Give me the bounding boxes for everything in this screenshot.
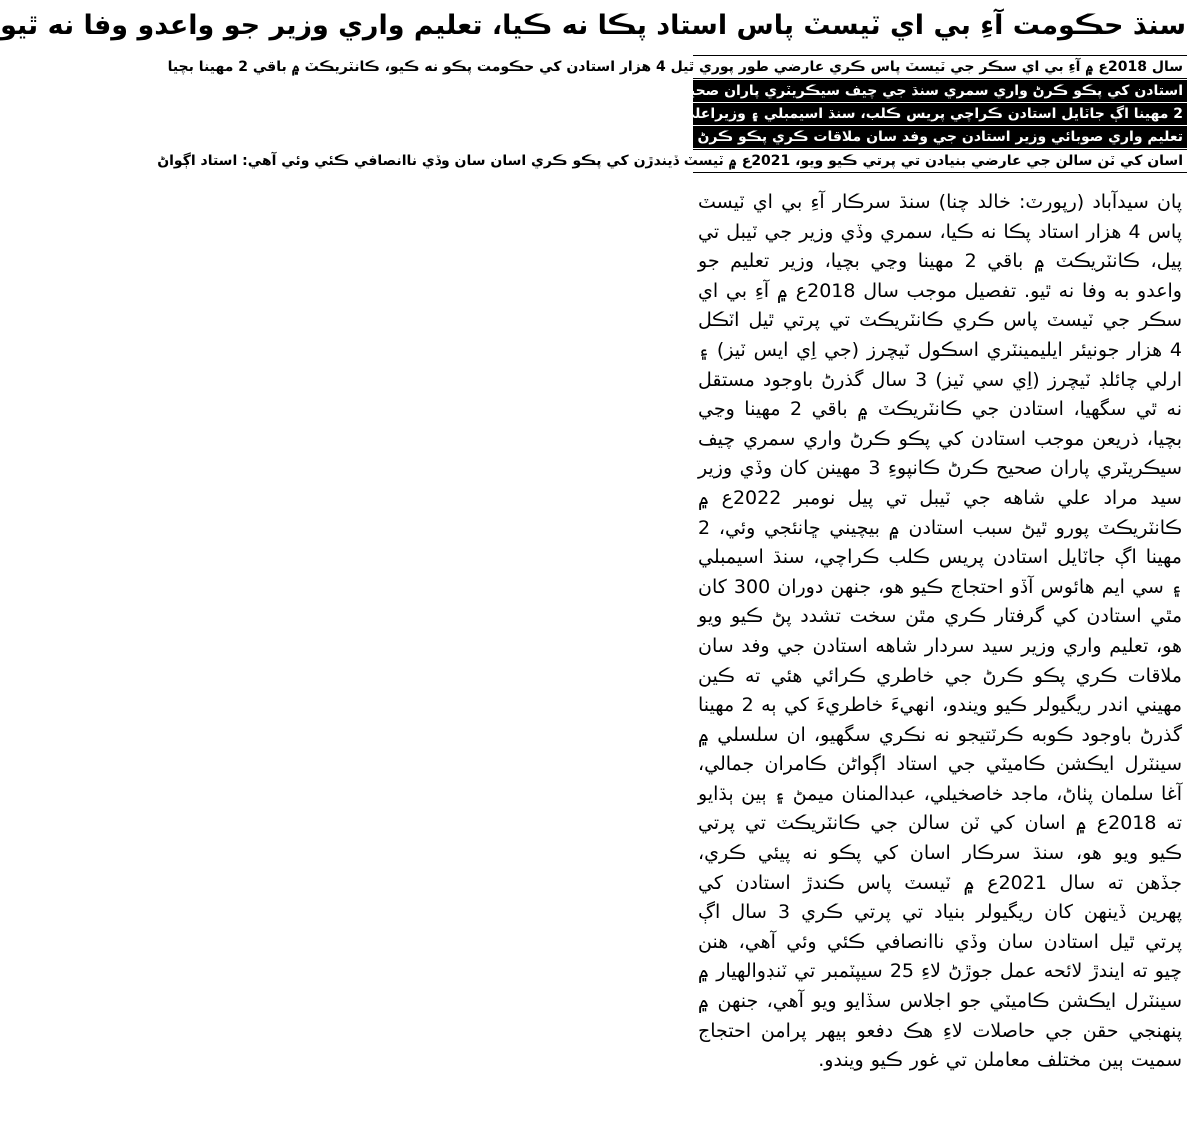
subheadline-2: استادن کي پڪو ڪرڻ واري سمري سنڌ جي چيف سيڪريٽري پاران صحيح ڪرڻ ڪانپوءِ 3 مهينن کان وڏي وزير جي ٽيبل تي موجود — [693, 80, 1187, 102]
subheadline-5: اسان کي ٽن سالن جي عارضي بنيادن تي پرتي ڪيو ويو، 2021ع ۾ ٽيسٽ ڏيندڙن کي پڪو ڪري اسان سان وڏي ناانصافي ڪئي وئي آهي: استاد اڳواڻ — [693, 149, 1187, 173]
subheadline-3: 2 مهينا اڳ جاٽايل استادن ڪراچي پريس ڪلب، سنڌ اسيمبلي ۽ وزيراعليٰ هائوس آڏو احتجاج ڪيو، 300 کان مٿي استادن کي گرفتار ڪري مٿن تشدد ڪيو ويو — [693, 103, 1187, 125]
article-body: پان سيدآباد (رپورٽ: خالد چنا) سنڌ سرڪار آءِ بي اي ٽيسٽ پاس 4 هزار استاد پڪا نه ڪيا، سمري وڏي وزير جي ٽيبل تي پيل، ڪانٽريڪٽ ۾ باقي 2 مهينا وڃي بچيا، وزير تعليم جو واعدو به وفا نه ٿيو. تفصيل موجب سال 2018ع ۾ آءِ بي اي سڪر جي ٽيسٽ پاس ڪري ڪانٽريڪٽ تي پرتي ٿيل اٽڪل 4 هزار جونيئر ايليمينٽري اسڪول ٽيچرز (جي اِي ايس ٽيز) ۽ ارلي چائلڊ ٽيچرز (اِي سي ٽيز) 3 سال گذرڻ باوجود مستقل نه ٿي سگهيا، استادن جي ڪانٽريڪٽ ۾ باقي 2 مهينا وڃي بچيا، ذريعن موجب استادن کي پڪو ڪرڻ واري سمري چيف سيڪريٽري پاران صحيح ڪرڻ ڪانپوءِ 3 مهينن کان وڏي وزير سيد مراد علي شاهه جي ٽيبل تي پيل نومبر 2022ع ۾ ڪانٽريڪٽ پورو ٿيڻ سبب استادن ۾ بيچيني ڇانئجي وئي، 2 مهينا اڳ جاٽايل استادن پريس ڪلب ڪراچي، سنڌ اسيمبلي ۽ سي ايم هائوس آڏو احتجاج ڪيو هو، جنهن دوران 300 کان مٿي استادن کي گرفتار ڪري مٿن سخت تشدد پڻ ڪيو ويو هو، تعليم واري وزير سيد سردار شاهه استادن جي وفد سان ملاقات ڪري پڪو ڪرڻ جي خاطري ڪرائي هئي ته ڪين مهيني اندر ريگيولر ڪيو ويندو، انهيءَ خاطريءَ کي ٻه 2 مهينا گذرڻ باوجود ڪوبه ڪرٽتيجو نه نڪري سگهيو، ان سلسلي ۾ سينٽرل ايڪشن ڪاميٽي جي استاد اڳواڻن ڪامران جمالي، آغا سلمان پٺاڻ، ماجد خاصخيلي، عبدالمنان ميمڻ ۽ ٻين ٻڌايو ته 2018ع ۾ اسان کي ٽن سالن جي ڪانٽريڪٽ تي پرتي ڪيو ويو هو، سنڌ سرڪار اسان کي پڪو نه پيئي ڪري، جڏهن ته سال 2021ع ۾ ٽيسٽ پاس ڪندڙ استادن کي پهرين ڏينهن کان ريگيولر بنياد تي پرتي ڪري 3 سال اڳ پرتي ٿيل استادن سان وڏي ناانصافي ڪئي وئي آهي، هنن چيو ته ايندڙ لائحه عمل جوڙڻ لاءِ 25 سيپٽمبر تي ٽنڊوالهيار ۾ سينٽرل ايڪشن ڪاميٽي جو اجلاس سڏايو ويو آهي، جنهن ۾ پنهنجي حقن جي حاصلات لاءِ هڪ دفعو ٻيهر پرامن احتجاج سميت ٻين مختلف معاملن تي غور ڪيو ويندو. — [698, 191, 1183, 1072]
headline: سنڌ حڪومت آءِ بي اي ٽيسٽ پاس استاد پڪا نه ڪيا، تعليم واري وزير جو واعدو وفا نه ٿيو — [0, 10, 1186, 41]
subheadline-block — [109, 55, 1190, 173]
subheadline-1: سال 2018ع ۾ آءِ بي اي سڪر جي ٽيسٽ پاس ڪري عارضي طور پوري ٿيل 4 هزار استادن کي حڪومت پڪو نه ڪيو، ڪانٽريڪٽ ۾ باقي 2 مهينا بچيا — [693, 55, 1187, 79]
subheadline-4: تعليم واري صوبائي وزير استادن جي وفد سان ملاقات ڪري پڪو ڪرڻ جي خاطري ڏني هئي، پڪ ڏيارڻ باوجود 2 مهينا گذري ويا ڪو نتيجو نه نڪتو — [693, 126, 1187, 148]
